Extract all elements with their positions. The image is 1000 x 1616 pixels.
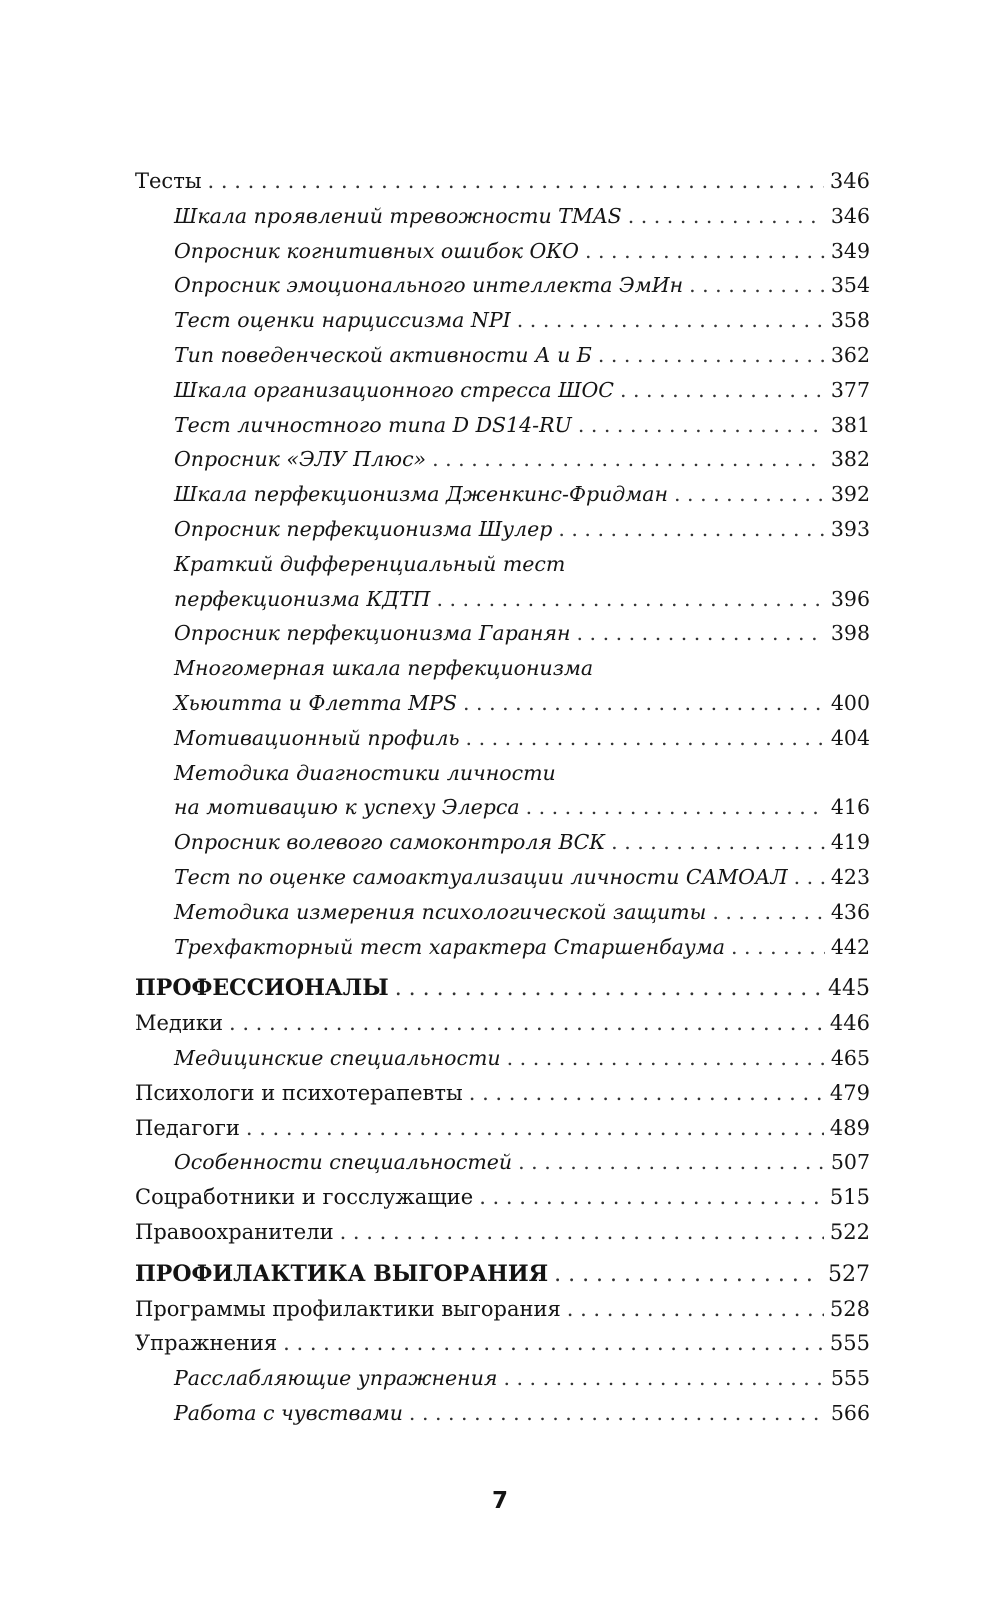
toc-entry-page: 404 <box>830 725 870 750</box>
dot-leader <box>611 825 825 860</box>
toc-entry[interactable] <box>135 1257 870 1292</box>
toc-entry-title: Краткий дифференциальный тест <box>174 551 566 576</box>
toc-entry-page: 381 <box>830 412 870 437</box>
toc-entry-title: Хьюитта и Флетта MPS <box>174 690 457 715</box>
toc-entry-page: 566 <box>830 1400 870 1425</box>
toc-entry-title: Педагоги <box>135 1115 240 1140</box>
toc-entry-page: 527 <box>828 1261 870 1287</box>
toc-entry-title: Тип поведенческой активности А и Б <box>174 342 592 367</box>
toc-entry[interactable] <box>135 686 870 721</box>
toc-entry[interactable] <box>135 338 870 373</box>
dot-leader <box>585 234 825 269</box>
toc-entry-title: Шкала организационного стресса ШОС <box>174 377 614 402</box>
toc-entry-page: 442 <box>830 934 870 959</box>
toc-entry[interactable] <box>135 651 870 686</box>
dot-leader <box>577 616 825 651</box>
dot-leader <box>620 373 825 408</box>
toc-entry[interactable] <box>135 1111 870 1146</box>
toc-entry-title: ПРОФЕССИОНАЛЫ <box>135 975 389 1002</box>
toc-entry-title: Соцработники и госслужащие <box>135 1185 474 1210</box>
dot-leader <box>578 408 825 443</box>
toc-entry[interactable] <box>135 303 870 338</box>
toc-entry-page: 396 <box>830 586 870 611</box>
dot-leader <box>712 895 825 930</box>
toc-entry-title: Программы профилактики выгорания <box>135 1296 561 1321</box>
dot-leader <box>246 1111 824 1146</box>
toc-entry-page: 436 <box>830 899 870 924</box>
toc-entry-page: 354 <box>830 273 870 298</box>
dot-leader <box>432 442 825 477</box>
toc-entry-title: Особенности специальностей <box>174 1150 513 1175</box>
dot-leader <box>229 1006 824 1041</box>
toc-entry-page: 358 <box>830 308 870 333</box>
dot-leader <box>628 199 825 234</box>
toc-entry[interactable] <box>135 790 870 825</box>
dot-leader <box>689 268 825 303</box>
toc-entry[interactable] <box>135 860 870 895</box>
toc-entry[interactable] <box>135 1180 870 1215</box>
toc-entry-title: Шкала проявлений тревожности TMAS <box>174 203 622 228</box>
dot-leader <box>395 972 822 1007</box>
toc-entry-title: Методика измерения психологической защиты <box>174 899 707 924</box>
toc-entry-page: 349 <box>830 238 870 263</box>
dot-leader <box>507 1041 825 1076</box>
toc-entry-page: 555 <box>830 1366 870 1391</box>
toc-entry-title: Многомерная шкала перфекционизма <box>174 656 594 681</box>
toc-entry[interactable] <box>135 1006 870 1041</box>
toc-entry-page: 446 <box>829 1011 870 1036</box>
toc-entry-title: Работа с чувствами <box>174 1400 403 1425</box>
toc-entry-title: Тест личностного типа D DS14-RU <box>174 412 572 437</box>
dot-leader <box>409 1396 825 1431</box>
toc-entry[interactable] <box>135 373 870 408</box>
toc-entry[interactable] <box>135 1326 870 1361</box>
dot-leader <box>567 1292 824 1327</box>
dot-leader <box>469 1076 824 1111</box>
toc-entry-title: Тест по оценке самоактуализации личности САМОАЛ <box>174 864 788 889</box>
toc-entry[interactable] <box>135 582 870 617</box>
toc-entry[interactable] <box>135 1292 870 1327</box>
toc-entry-title: перфекционизма КДТП <box>174 586 431 611</box>
toc-entry[interactable] <box>135 825 870 860</box>
toc-entry[interactable] <box>135 408 870 443</box>
dot-leader <box>208 164 824 199</box>
toc-entry-title: Правоохранители <box>135 1219 334 1244</box>
toc-entry[interactable] <box>135 721 870 756</box>
toc-entry-title: ПРОФИЛАКТИКА ВЫГОРАНИЯ <box>135 1260 549 1287</box>
toc-entry[interactable] <box>135 895 870 930</box>
toc-entry-page: 423 <box>830 864 870 889</box>
toc-entry-page: 522 <box>829 1219 870 1244</box>
dot-leader <box>503 1361 824 1396</box>
toc-entry-page: 507 <box>830 1150 870 1175</box>
toc-entry[interactable] <box>135 477 870 512</box>
toc-entry-page: 465 <box>830 1045 870 1070</box>
toc-entry-title: Мотивационный профиль <box>174 725 460 750</box>
toc-entry[interactable] <box>135 1145 870 1180</box>
toc-entry-page: 416 <box>830 795 870 820</box>
toc-entry-title: Тест оценки нарциссизма NPI <box>174 308 511 333</box>
table-of-contents <box>135 164 870 1431</box>
page-number: 7 <box>491 1488 508 1514</box>
toc-entry[interactable] <box>135 164 870 199</box>
toc-entry-page: 362 <box>830 342 870 367</box>
toc-entry-page: 392 <box>830 482 870 507</box>
toc-entry[interactable] <box>135 1076 870 1111</box>
toc-entry-title: на мотивацию к успеху Элерса <box>174 795 520 820</box>
toc-entry-title: Медики <box>135 1011 223 1036</box>
toc-entry-page: 515 <box>829 1185 870 1210</box>
toc-entry-page: 445 <box>828 976 870 1002</box>
dot-leader <box>558 512 825 547</box>
toc-entry-title: Опросник «ЭЛУ Плюс» <box>174 447 427 472</box>
toc-entry-page: 346 <box>829 169 870 193</box>
toc-entry-title: Опросник эмоционального интеллекта ЭмИн <box>174 273 684 298</box>
dot-leader <box>526 790 825 825</box>
toc-entry-page: 479 <box>829 1080 870 1105</box>
toc-entry-title: Упражнения <box>135 1331 278 1356</box>
toc-entry-title: Шкала перфекционизма Дженкинс-Фридман <box>174 482 669 507</box>
dot-leader <box>794 860 825 895</box>
toc-entry-title: Методика диагностики личности <box>174 760 556 785</box>
dot-leader <box>674 477 825 512</box>
toc-entry-page: 419 <box>830 830 870 855</box>
dot-leader <box>598 338 825 373</box>
dot-leader <box>554 1258 822 1293</box>
toc-entry-title: Опросник перфекционизма Шулер <box>174 516 553 541</box>
dot-leader <box>340 1215 824 1250</box>
toc-entry-page: 528 <box>829 1296 870 1321</box>
toc-entry-page: 382 <box>830 447 870 472</box>
toc-entry-title: Опросник перфекционизма Гаранян <box>174 621 571 646</box>
toc-entry[interactable] <box>135 268 870 303</box>
toc-entry[interactable] <box>135 1361 870 1396</box>
toc-entry[interactable] <box>135 199 870 234</box>
toc-entry-page: 489 <box>829 1115 870 1140</box>
toc-entry-page: 400 <box>830 690 870 715</box>
toc-entry[interactable] <box>135 971 870 1006</box>
toc-entry-title: Опросник когнитивных ошибок ОКО <box>174 238 579 263</box>
dot-leader <box>518 1145 825 1180</box>
toc-entry-page: 398 <box>830 621 870 646</box>
toc-entry-title: Тесты <box>135 169 202 193</box>
toc-entry-title: Психологи и психотерапевты <box>135 1080 463 1105</box>
toc-entry-page: 555 <box>829 1331 870 1356</box>
dot-leader <box>436 582 824 617</box>
toc-entry[interactable] <box>135 756 870 791</box>
dot-leader <box>466 721 825 756</box>
toc-entry-page: 346 <box>830 203 870 228</box>
toc-entry-page: 393 <box>830 516 870 541</box>
toc-entry[interactable] <box>135 616 870 651</box>
toc-entry[interactable] <box>135 1396 870 1431</box>
dot-leader <box>517 303 825 338</box>
dot-leader <box>479 1180 824 1215</box>
toc-entry-title: Опросник волевого самоконтроля ВСК <box>174 830 606 855</box>
toc-entry-title: Расслабляющие упражнения <box>174 1366 498 1391</box>
toc-entry[interactable] <box>135 442 870 477</box>
toc-entry-page: 377 <box>830 377 870 402</box>
toc-entry-title: Трехфакторный тест характера Старшенбаума <box>174 934 725 959</box>
dot-leader <box>731 930 825 965</box>
toc-entry-title: Медицинские специальности <box>174 1045 501 1070</box>
dot-leader <box>463 686 825 721</box>
toc-entry[interactable] <box>135 512 870 547</box>
toc-entry[interactable] <box>135 1041 870 1076</box>
toc-entry[interactable] <box>135 1215 870 1250</box>
toc-entry[interactable] <box>135 547 870 582</box>
toc-entry[interactable] <box>135 930 870 965</box>
toc-entry[interactable] <box>135 234 870 269</box>
dot-leader <box>283 1326 824 1361</box>
